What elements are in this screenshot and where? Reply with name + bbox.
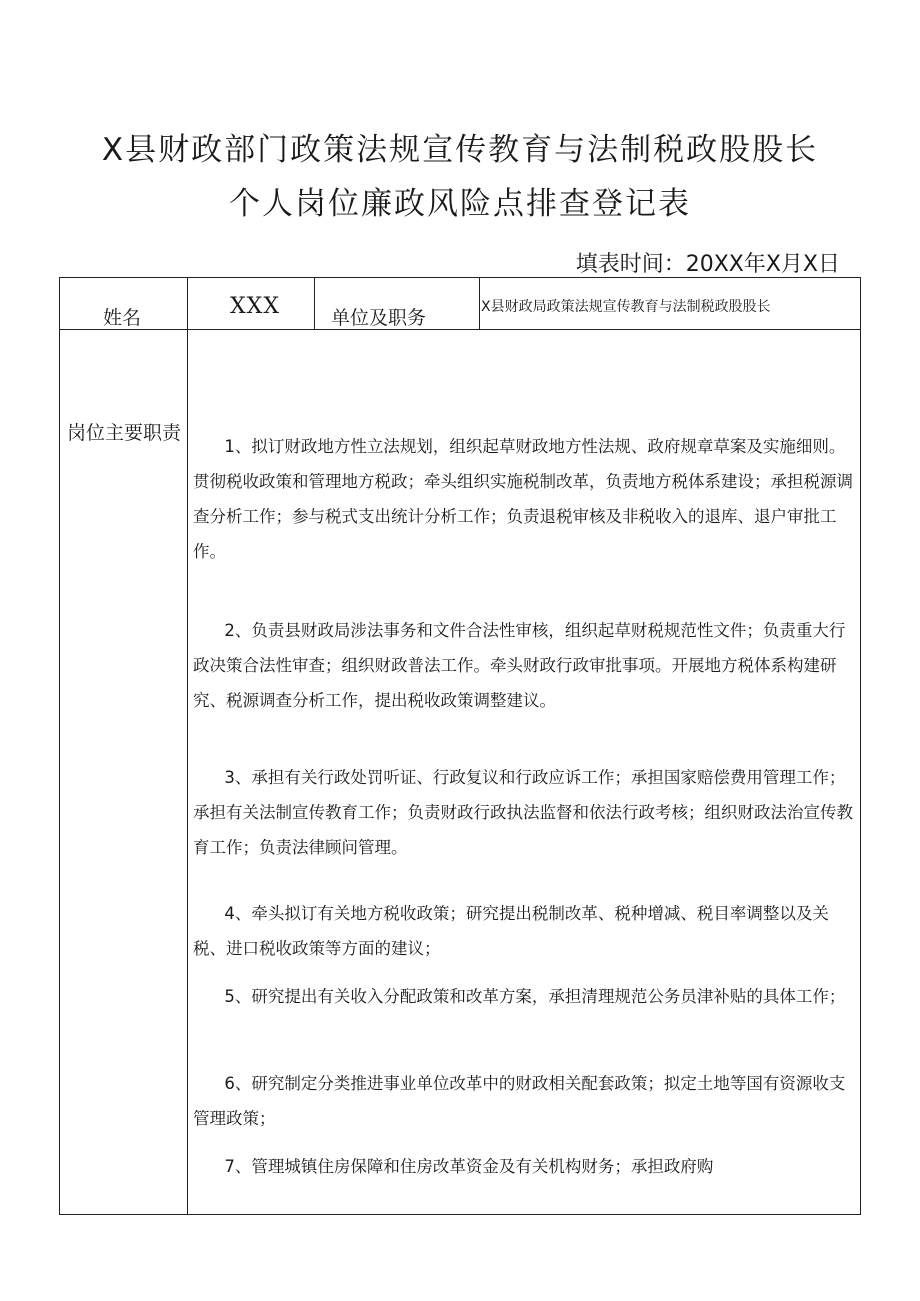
duty-item-5: 5、研究提出有关收入分配政策和改革方案，承担清理规范公务员津补贴的具体工作； <box>224 987 846 1006</box>
duty-item-7: 7、管理城镇住房保障和住房改革资金及有关机构财务；承担政府购 <box>224 1157 714 1176</box>
duty-item-4: 4、牵头拟订有关地方税收政策；研究提出税制改革、税种增减、税目率调整以及关税、进口税收政策等方面的建议； <box>193 904 829 958</box>
fill-time: 填表时间：20XX年X月X日 <box>575 252 840 277</box>
unit-position-label: 单位及职务 <box>331 307 427 329</box>
duty-item-2: 2、负责县财政局涉法事务和文件合法性审核，组织起草财税规范性文件；负责重大行政决策合法性审查；组织财政普法工作。牵头财政行政审批事项。开展地方税体系构建研究、税源调查分析工作，提出税收政策调整建议。 <box>193 621 846 710</box>
row-divider <box>60 329 860 330</box>
registration-form-table <box>59 277 861 1215</box>
duty-item-6: 6、研究制定分类推进事业单位改革中的财政相关配套政策；拟定土地等国有资源收支管理政策； <box>193 1074 846 1128</box>
document-title-line1: X县财政部门政策法规宣传教育与法制税政股股长 <box>101 132 819 168</box>
main-duties-label: 岗位主要职责 <box>66 422 181 444</box>
duty-item-1: 1、拟订财政地方性立法规划，组织起草财政地方性法规、政府规章草案及实施细则。贯彻税收政策和管理地方税政；牵头组织实施税制改革，负责地方税体系建设；承担税源调查分析工作；参与税式支出统计分析工作；负责退税审核及非税收入的退库、退户审批工作。 <box>193 437 853 561</box>
column-divider <box>314 278 315 330</box>
name-value: XXX <box>230 294 280 319</box>
column-divider <box>479 278 480 330</box>
column-divider <box>187 278 188 1214</box>
unit-position-value: X县财政局政策法规宣传教育与法制税政股股长 <box>481 299 771 315</box>
document-title-line2: 个人岗位廉政风险点排查登记表 <box>229 186 691 222</box>
name-label: 姓名 <box>103 307 142 329</box>
duty-item-3: 3、承担有关行政处罚听证、行政复议和行政应诉工作；承担国家赔偿费用管理工作；承担有关法制宣传教育工作；负责财政行政执法监督和依法行政考核；组织财政法治宣传教育工作；负责法律顾问管理。 <box>193 768 853 857</box>
